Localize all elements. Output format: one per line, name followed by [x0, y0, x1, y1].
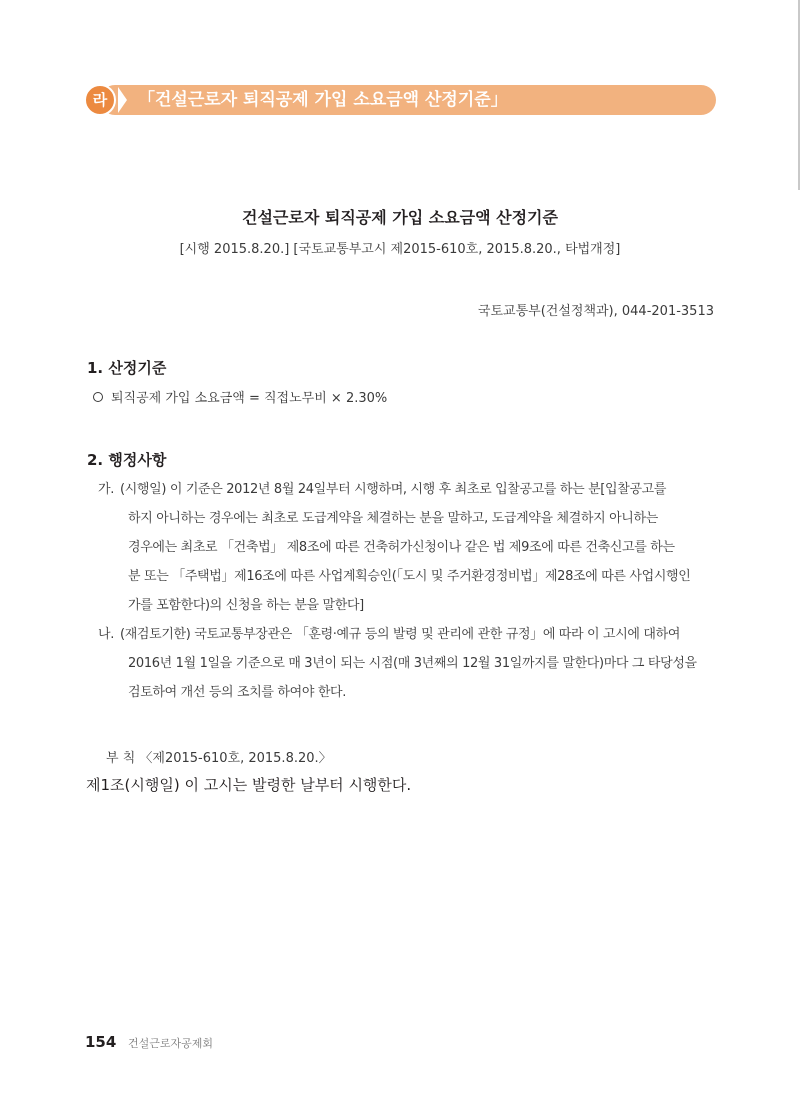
section-header [84, 84, 716, 116]
item-line: 검토하여 개선 등의 조치를 하여야 한다. [128, 685, 347, 700]
item-line: 하지 아니하는 경우에는 최초로 도급계약을 체결하는 분을 말하고, 도급계약을 체결하지 아니하는 [128, 511, 658, 526]
page-number: 154 [85, 1033, 117, 1051]
item-line: 가를 포함한다)의 신청을 하는 분을 말한다] [128, 598, 364, 613]
appendix-label: 부 칙 〈제2015-610호, 2015.8.20.〉 [106, 751, 332, 766]
header-notch-icon [118, 87, 127, 113]
item-line: 경우에는 최초로 「건축법」 제8조에 따른 건축허가신청이나 같은 법 제9조에 따른 건축신고를 하는 [128, 540, 675, 555]
item-ga [98, 475, 716, 620]
section2-heading: 2. 행정사항 [87, 451, 167, 469]
item-line: 2016년 1월 1일을 기준으로 매 3년이 되는 시점(매 3년째의 12월 31일까지를 말한다)마다 그 타당성을 [128, 656, 697, 671]
circle-bullet-icon [93, 392, 103, 402]
section-title: 「건설근로자 퇴직공제 가입 소요금액 산정기준」 [138, 90, 508, 110]
section-badge: 라 [84, 84, 116, 116]
document-title: 건설근로자 퇴직공제 가입 소요금액 산정기준 [242, 208, 558, 227]
footer-org: 건설근로자공제회 [128, 1037, 214, 1050]
bullet-text: 퇴직공제 가입 소요금액 = 직접노무비 × 2.30% [111, 391, 388, 406]
item-marker: 나. [98, 627, 114, 642]
item-line: 분 또는 「주택법」제16조에 따른 사업계획승인(「도시 및 주거환경정비법」제28조에 따른 사업시행인 [128, 569, 691, 584]
appendix-article: 제1조(시행일) 이 고시는 발령한 날부터 시행한다. [86, 776, 412, 794]
item-line: (시행일) 이 기준은 2012년 8월 24일부터 시행하며, 시행 후 최초로 입찰공고를 하는 분[입찰공고를 [120, 482, 667, 497]
contact-info: 국토교통부(건설정책과), 044-201-3513 [477, 304, 714, 319]
section1-bullet [93, 387, 387, 406]
item-marker: 가. [98, 482, 114, 497]
document-subtitle: [시행 2015.8.20.] [국토교통부고시 제2015-610호, 2015.8.20., 타법개정] [179, 242, 621, 257]
item-line: (재검토기한) 국토교통부장관은 「훈령·예규 등의 발령 및 관리에 관한 규정」에 따라 이 고시에 대하여 [120, 627, 681, 642]
item-na [98, 620, 716, 707]
section1-heading: 1. 산정기준 [87, 359, 167, 377]
